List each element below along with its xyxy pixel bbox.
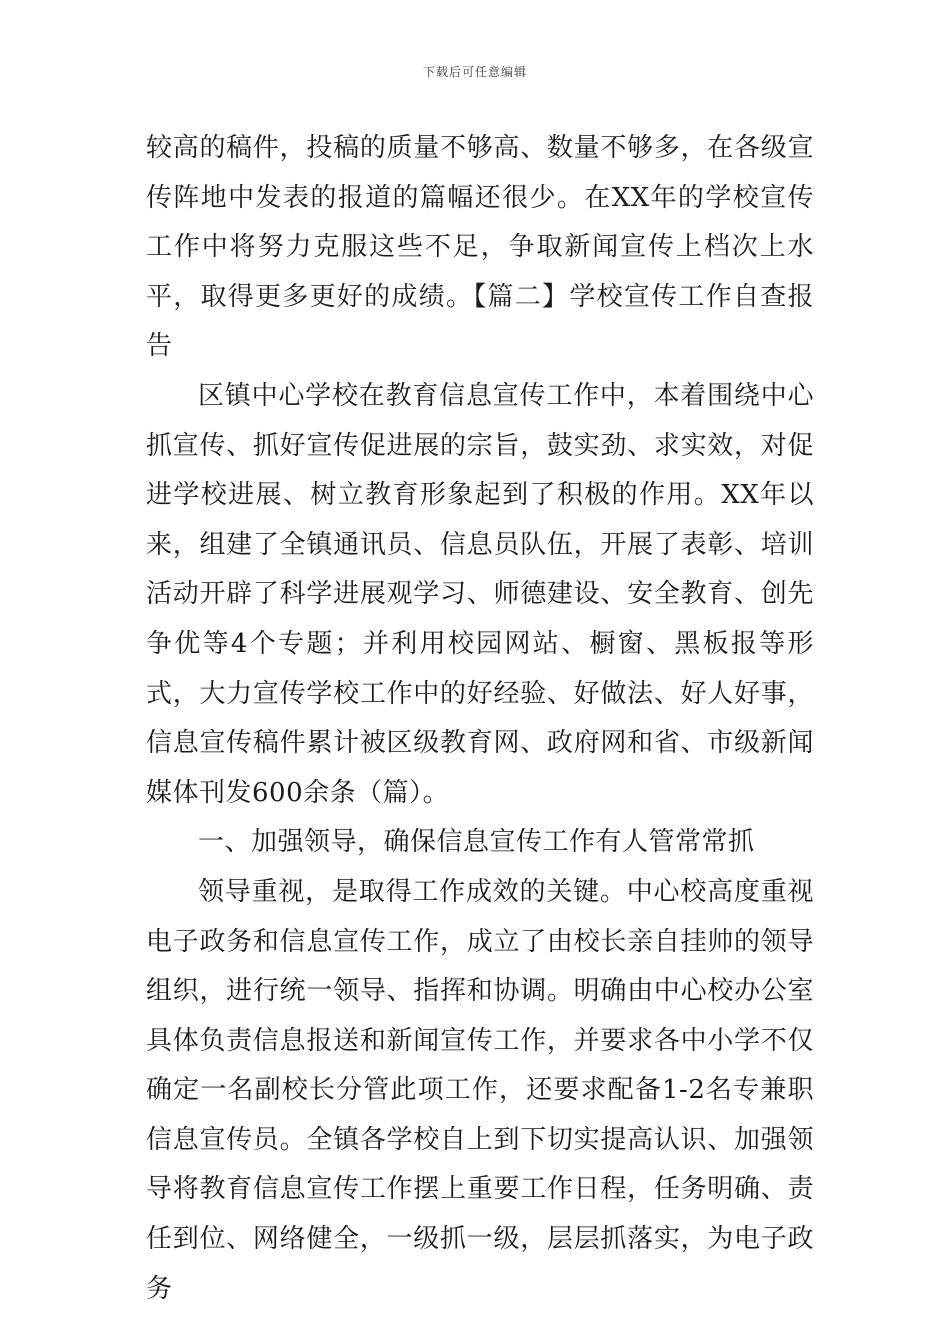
paragraph-2: 区镇中心学校在教育信息宣传工作中，本着围绕中心抓宣传、抓好宣传促进展的宗旨，鼓实劲、求实效，对促进学校进展、树立教育形象起到了积极的作用。XX年以来，组建了全镇通讯员、信息员队伍，开展了表彰、培训活动开辟了科学进展观学习、师德建设、安全教育、创先争优等4个专题；并利用校园网站、橱窗、黑板报等形式，大力宣传学校工作中的好经验、好做法、好人好事，信息宣传稿件累计被区级教育网、政府网和省、市级新闻媒体刊发600余条（篇）。	[146, 380, 814, 808]
document-body	[146, 124, 814, 1314]
section-heading-1: 一、加强领导，确保信息宣传工作有人管常常抓	[198, 827, 755, 858]
paragraph-1: 较高的稿件，投稿的质量不够高、数量不够多，在各级宣传阵地中发表的报道的篇幅还很少。在XX年的学校宣传工作中将努力克服这些不足，争取新闻宣传上档次上水平，取得更多更好的成绩。【篇二】学校宣传工作自查报告	[146, 133, 814, 362]
paragraph-3: 领导重视，是取得工作成效的关键。中心校高度重视电子政务和信息宣传工作，成立了由校长亲自挂帅的领导组织，进行统一领导、指挥和协调。明确由中心校办公室具体负责信息报送和新闻宣传工作，并要求各中小学不仅确定一名副校长分管此项工作，还要求配备1-2名专兼职信息宣传员。全镇各学校自上到下切实提高认识、加强领导将教育信息宣传工作摆上重要工作日程，任务明确、责任到位、网络健全，一级抓一级，层层抓落实，为电子政务	[146, 876, 814, 1304]
page-header: 下载后可任意编辑	[422, 65, 527, 79]
